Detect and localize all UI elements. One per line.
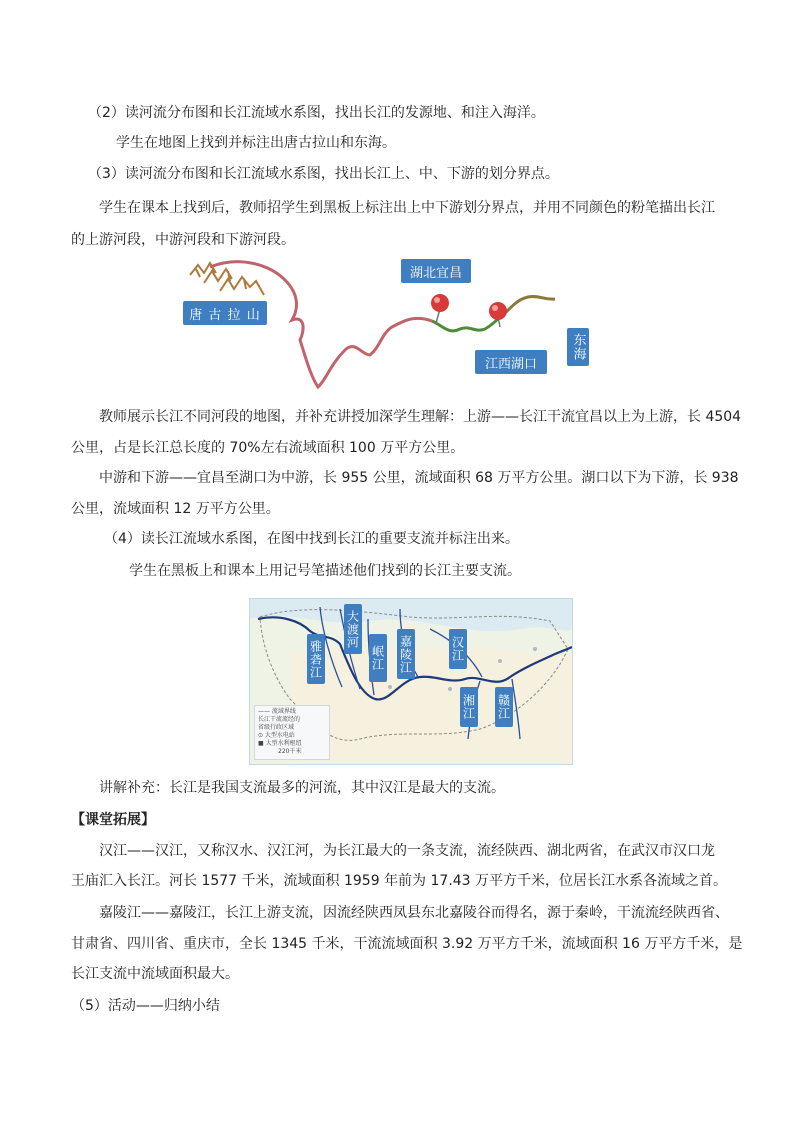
paragraph-5a: 教师展示长江不同河段的地图，并补充讲授加深学生理解：上游——长江干流宜昌以上为上游，长 4504: [99, 409, 742, 425]
sea-label: 东海: [567, 328, 589, 366]
label-yalong: 雅砻江: [307, 634, 325, 684]
legend-item: ■ 大型水利枢纽: [258, 740, 302, 747]
section-heading: 【课堂拓展】: [71, 812, 155, 828]
paragraph-12c: 长江支流中流域面积最大。: [71, 966, 239, 982]
paragraph-5b: 公里，占是长江总长度的 70%左右流域面积 100 万平方公里。: [71, 440, 465, 456]
label-jialing: 嘉陵江: [397, 629, 415, 679]
paragraph-12b: 甘肃省、四川省、重庆市，全长 1345 千米，干流流域面积 3.92 万平方千米，流域面积 16 万平方千米，是: [71, 936, 743, 952]
legend-item: —— 流域界线: [258, 708, 296, 715]
paragraph-1: （2）读河流分布图和长江流域水系图，找出长江的发源地、和注入海洋。: [88, 105, 545, 121]
middle-reach-line: [432, 317, 500, 331]
label-gan: 赣江: [495, 687, 513, 727]
label-dadu: 大渡河: [344, 604, 362, 654]
source-label: 唐 古 拉 山: [183, 301, 267, 325]
legend-item: ⊙ 大型水电站: [258, 732, 295, 739]
label-min: 岷江: [369, 634, 387, 682]
paragraph-6b: 公里，流域面积 12 万平方公里。: [71, 501, 280, 517]
river-sections-svg: [170, 255, 610, 395]
yichang-pin-icon: [431, 294, 449, 312]
paragraph-6a: 中游和下游——宜昌至湖口为中游，长 955 公里，流域面积 68 万平方公里。湖口以下为下游，长 938: [99, 470, 739, 486]
legend-item: 220千米: [278, 748, 302, 755]
tributary-map: [249, 598, 573, 765]
paragraph-3: （3）读河流分布图和长江流域水系图，找出长江上、中、下游的划分界点。: [88, 166, 559, 182]
paragraph-12a: 嘉陵江——嘉陵江，长江上游支流，因流经陕西凤县东北嘉陵谷而得名，源于秦岭，干流流经陕西省、: [99, 905, 729, 921]
paragraph-11b: 王庙汇入长江。河长 1577 千米，流域面积 1959 年前为 17.43 万平方千米，位居长江水系各流域之首。: [71, 873, 728, 889]
label-xiang: 湘江: [460, 687, 478, 727]
paragraph-4b: 的上游河段，中游河段和下游河段。: [71, 232, 295, 248]
paragraph-7: （4）读长江流域水系图，在图中找到长江的重要支流并标注出来。: [104, 531, 519, 547]
mountain-icon: [190, 263, 264, 295]
label-han: 汉江: [449, 629, 467, 669]
legend-item: 长江干流流经的: [258, 716, 301, 723]
paragraph-13: （5）活动——归纳小结: [71, 998, 220, 1014]
paragraph-9: 讲解补充：长江是我国支流最多的河流，其中汉江是最大的支流。: [99, 780, 505, 796]
yichang-label: 湖北宜昌: [401, 259, 471, 283]
hukou-label: 江西湖口: [475, 350, 547, 374]
paragraph-8: 学生在黑板上和课本上用记号笔描述他们找到的长江主要支流。: [129, 563, 521, 579]
hukou-pin-icon: [489, 302, 507, 320]
map-legend: [254, 705, 330, 760]
paragraph-4a: 学生在课本上找到后，教师招学生到黑板上标注出上中下游划分界点，并用不同颜色的粉笔描出长江: [99, 200, 715, 216]
legend-item: 省级行政区域: [258, 724, 295, 731]
river-sections-diagram: [170, 255, 610, 395]
paragraph-11a: 汉江——汉江，又称汉水、汉江河，为长江最大的一条支流，流经陕西、湖北两省，在武汉市汉口龙: [99, 843, 715, 859]
lower-reach-line: [500, 297, 555, 317]
paragraph-2: 学生在地图上找到并标注出唐古拉山和东海。: [116, 135, 396, 151]
